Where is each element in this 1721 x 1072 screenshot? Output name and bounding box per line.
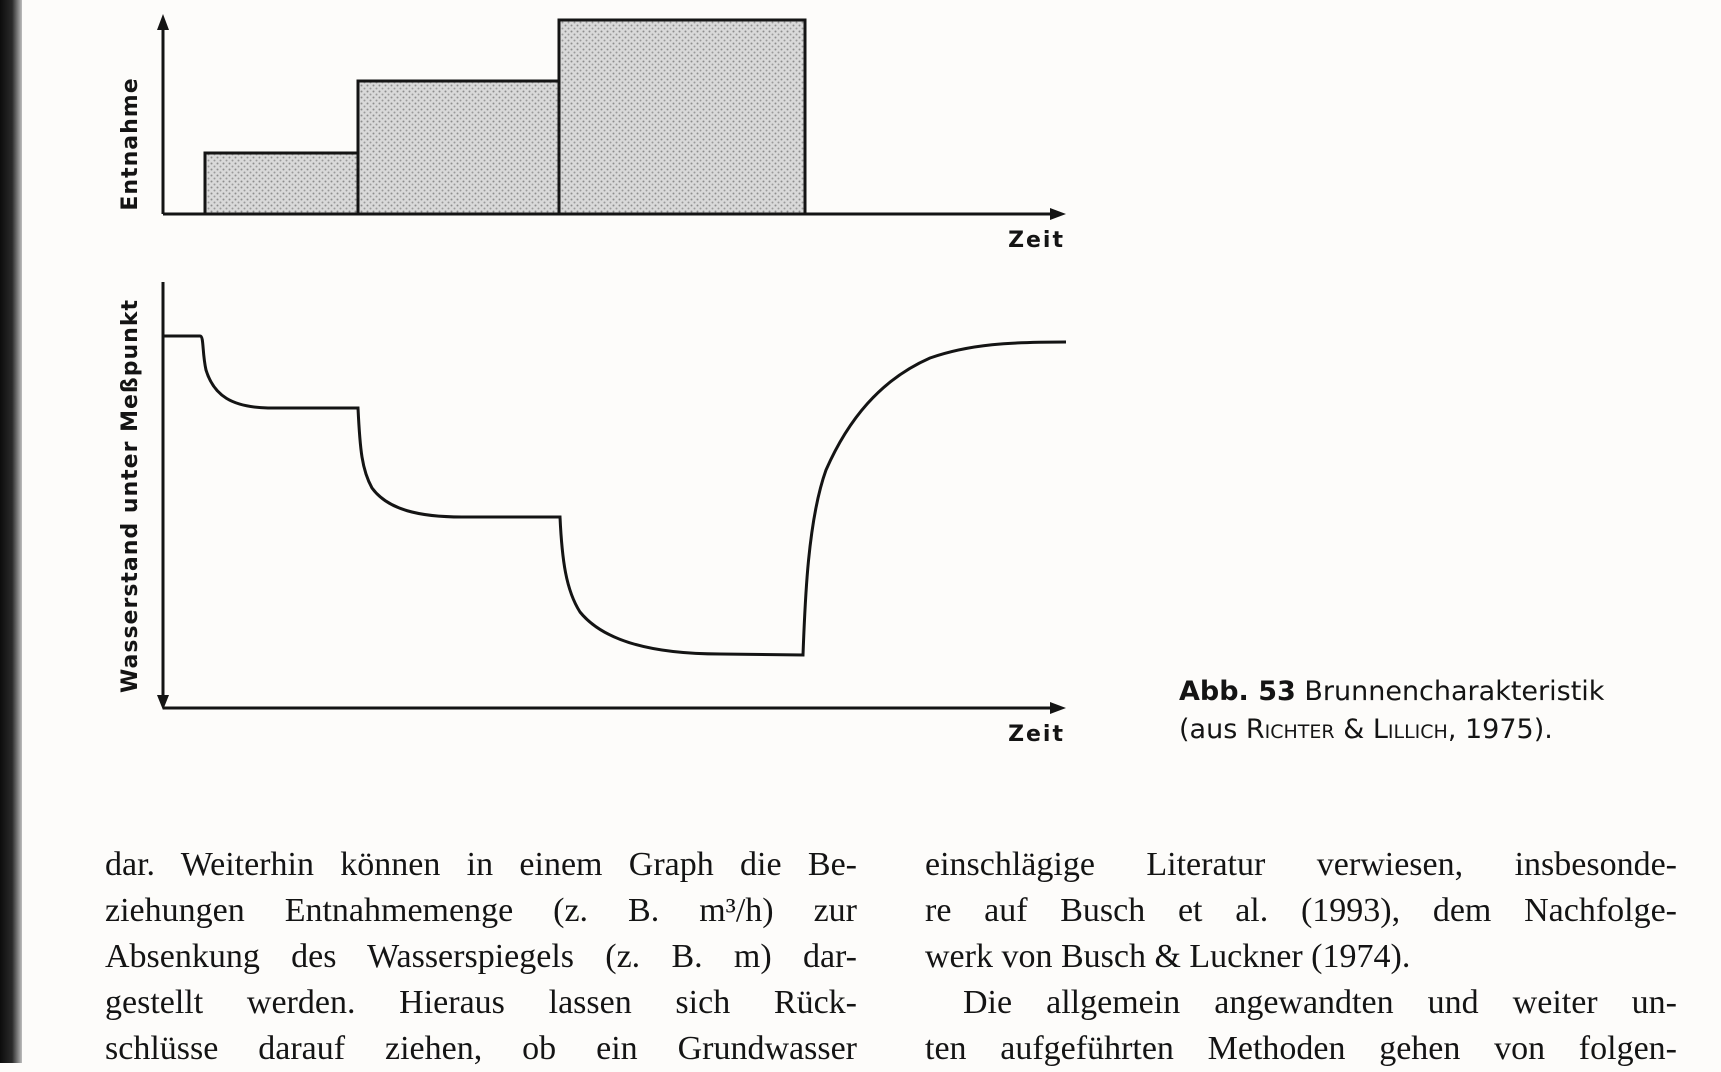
water-level-curve xyxy=(163,336,1066,655)
extraction-bar-1 xyxy=(205,153,358,214)
caption-line-1 xyxy=(1179,673,1699,711)
left-text-line-3: Absenkung des Wasserspiegels (z. B. m) dar- xyxy=(105,938,857,975)
top-y-axis-arrowhead xyxy=(157,14,169,30)
caption-author-2: Lillich, xyxy=(1372,714,1457,745)
caption-author-1: Richter xyxy=(1245,714,1335,745)
bottom-y-axis-label: Wasserstand unter Meßpunkt xyxy=(118,299,143,693)
bottom-x-axis-arrowhead xyxy=(1050,702,1066,714)
extraction-bar-3 xyxy=(559,20,805,214)
caption-source-prefix: (aus xyxy=(1179,714,1238,745)
right-text-line-4: Die allgemein angewandten und weiter un- xyxy=(963,984,1677,1021)
extraction-bar-2 xyxy=(358,81,559,214)
caption-line-2 xyxy=(1179,711,1699,749)
right-text-line-2: re auf Busch et al. (1993), dem Nachfolge- xyxy=(925,892,1677,929)
body-text-left-column xyxy=(105,842,857,1072)
left-text-line-5: schlüsse darauf ziehen, ob ein Grundwasser xyxy=(105,1030,857,1067)
figure-caption xyxy=(1179,673,1699,749)
top-y-axis-label: Entnahme xyxy=(118,77,143,211)
figure-title: Brunnencharakteristik xyxy=(1304,676,1605,707)
bottom-x-axis-label: Zeit xyxy=(1008,722,1065,747)
top-x-axis-label: Zeit xyxy=(1008,228,1065,253)
right-text-line-5: ten aufgeführten Methoden gehen von folgen- xyxy=(925,1030,1677,1067)
top-chart xyxy=(118,14,1066,253)
caption-ampersand: & xyxy=(1343,714,1365,745)
left-text-line-2: ziehungen Entnahmemenge (z. B. m³/h) zur xyxy=(105,892,857,929)
body-text-right-column xyxy=(925,842,1677,1072)
caption-year: 1975). xyxy=(1465,714,1553,745)
figure-number: Abb. 53 xyxy=(1179,676,1296,707)
left-text-line-4: gestellt werden. Hieraus lassen sich Rück- xyxy=(105,984,857,1021)
right-text-line-3: werk von Busch & Luckner (1974). xyxy=(925,938,1411,975)
top-x-axis-arrowhead xyxy=(1050,208,1066,220)
left-text-line-1: dar. Weiterhin können in einem Graph die Be- xyxy=(105,846,857,883)
bottom-chart xyxy=(118,282,1066,747)
right-text-line-1: einschlägige Literatur verwiesen, insbesonde- xyxy=(925,846,1677,883)
